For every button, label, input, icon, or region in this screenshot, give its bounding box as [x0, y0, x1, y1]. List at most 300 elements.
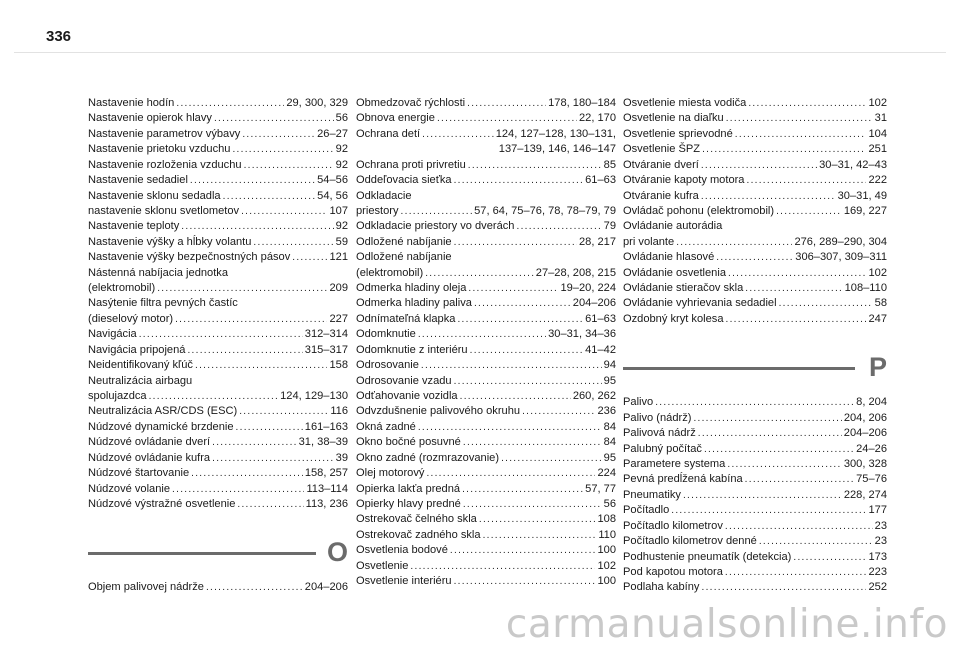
index-entry [623, 127, 887, 142]
index-entry [88, 389, 348, 404]
index-entry [623, 395, 887, 410]
index-page-refs: 92 [335, 158, 348, 171]
dot-leader [244, 158, 334, 173]
index-term: Palivo [623, 396, 654, 409]
index-term: Nastavenie hodín [88, 97, 175, 109]
index-entry [88, 435, 348, 450]
index-entry [356, 158, 616, 173]
index-page-refs: 228, 274 [843, 488, 887, 501]
dot-leader [726, 312, 867, 327]
dot-leader [483, 528, 597, 543]
index-page-refs: 276, 289–290, 304 [794, 235, 887, 248]
index-page-refs: 173 [868, 550, 887, 563]
index-page-refs: 85 [603, 158, 616, 171]
dot-leader [693, 411, 841, 426]
dot-leader [701, 580, 866, 595]
index-term: Palivová nádrž [623, 427, 696, 440]
index-entry [356, 404, 616, 419]
dot-leader [422, 127, 494, 142]
index-page-refs: 222 [868, 174, 887, 187]
index-entry [88, 327, 348, 342]
dot-leader [759, 534, 873, 549]
index-page-refs: 107 [329, 204, 348, 217]
index-page-refs: 204–206 [843, 427, 887, 440]
index-entry [356, 420, 616, 435]
dot-leader [418, 420, 602, 435]
index-entry [356, 343, 616, 358]
index-entry [356, 235, 616, 250]
index-page-refs: 19–20, 224 [560, 282, 616, 295]
index-entry [356, 127, 616, 142]
dot-leader [253, 235, 333, 250]
index-page-refs: 23 [874, 535, 887, 548]
index-entry [623, 312, 887, 327]
dot-leader [292, 250, 327, 265]
dot-leader [237, 497, 303, 512]
section-letter: O [326, 537, 348, 568]
index-entry [88, 111, 348, 126]
index-page-refs: 56 [603, 497, 616, 510]
index-term: Okná zadné [356, 420, 416, 433]
index-term: Núdzové dynamické brzdenie [88, 420, 234, 433]
index-page-refs: 108–110 [844, 282, 887, 295]
index-page-refs: 31, 38–39 [298, 436, 348, 449]
index-term: Osvetlenia bodové [356, 544, 448, 557]
index-page-refs: 102 [868, 97, 887, 109]
dot-leader [728, 266, 866, 281]
index-entry [356, 512, 616, 527]
index-entry [356, 327, 616, 342]
index-entry [88, 173, 348, 188]
index-term: Odvzdušnenie palivového okruhu [356, 405, 521, 418]
index-entry [356, 543, 616, 558]
index-entry [356, 173, 616, 188]
index-term: Obmedzovač rýchlosti [356, 97, 466, 109]
dot-leader [181, 219, 333, 234]
index-entry [623, 457, 887, 472]
index-term: Odmerka hladiny oleja [356, 282, 467, 295]
dot-leader [212, 435, 297, 450]
section-header-o [88, 534, 348, 572]
index-term: (elektromobil) [88, 282, 156, 295]
dot-leader [671, 503, 866, 518]
index-term: Núdzové výstražné osvetlenie [88, 497, 236, 510]
index-term: Palivo (nádrž) [623, 411, 692, 424]
index-page-refs: 61–63 [585, 312, 616, 325]
index-page-refs: 110 [598, 528, 616, 541]
index-entry [623, 173, 887, 188]
index-entry [623, 96, 887, 111]
index-entry [623, 565, 887, 580]
index-page-refs: 30–31, 42–43 [819, 158, 887, 171]
dot-leader [212, 451, 334, 466]
index-term: Parametere systema [623, 458, 726, 471]
dot-leader [746, 173, 866, 188]
index-entry-heading: Odložené nabíjanie [356, 251, 452, 264]
index-page-refs: 58 [874, 297, 887, 310]
dot-leader [748, 96, 866, 111]
index-term: Odrosovanie vzadu [356, 374, 452, 387]
dot-leader [501, 451, 602, 466]
index-term: Ovládanie osvetlenia [623, 266, 726, 279]
index-entry [623, 503, 887, 518]
index-term: Ozdobný kryt kolesa [623, 312, 724, 325]
index-term: Odmerka hladiny paliva [356, 297, 472, 310]
index-entry [88, 482, 348, 497]
index-term: Nastavenie sklonu sedadla [88, 189, 221, 202]
page-number: 336 [46, 28, 72, 45]
dot-leader [479, 512, 596, 527]
index-term: Otváranie dverí [623, 158, 699, 171]
index-term: Nastavenie rozloženia vzduchu [88, 158, 242, 171]
index-page-refs: 169, 227 [843, 204, 887, 217]
index-page-refs: 224 [597, 467, 616, 480]
index-entry [623, 580, 887, 595]
index-entry-heading: Nástenná nabíjacia jednotka [88, 266, 229, 279]
index-entry [88, 204, 348, 219]
dot-leader [522, 404, 595, 419]
dot-leader [735, 127, 867, 142]
index-term: Ostrekovač čelného skla [356, 513, 477, 526]
index-term: Núdzové volanie [88, 482, 171, 495]
dot-leader [454, 574, 596, 589]
dot-leader [214, 111, 334, 126]
index-page-refs: 56 [335, 112, 348, 125]
index-entry [88, 580, 348, 595]
index-page-refs: 59 [335, 235, 348, 248]
index-entry [356, 266, 616, 281]
index-term: Ovládanie hlasové [623, 251, 715, 264]
index-page-refs: 121 [329, 251, 348, 264]
dot-leader [468, 281, 558, 296]
index-page-refs: 24–26 [856, 442, 887, 455]
dot-leader [462, 482, 583, 497]
dot-leader [683, 488, 842, 503]
index-entry-heading: Nasýtenie filtra pevných častíc [88, 297, 238, 310]
index-page-refs: 204–206 [304, 581, 348, 594]
dot-leader [190, 173, 315, 188]
index-entry [88, 497, 348, 512]
index-term: Objem palivovej nádrže [88, 581, 204, 594]
index-entries [88, 580, 348, 595]
index-page-refs: 113–114 [306, 482, 348, 495]
index-page-refs: 137–139, 146, 146–147 [498, 143, 616, 156]
index-term: Nastavenie výšky a hĺbky volantu [88, 235, 252, 248]
index-term: Opierka lakťa predná [356, 482, 461, 495]
index-entries [88, 96, 348, 512]
index-page-refs: 23 [874, 519, 887, 532]
dot-leader [172, 482, 304, 497]
index-term: Odkladacie priestory vo dverách [356, 220, 515, 233]
index-term: Odomknutie [356, 328, 416, 341]
index-page-refs: 57, 64, 75–76, 78, 78–79, 79 [474, 204, 616, 217]
index-entry [88, 358, 348, 373]
index-page-refs: 61–63 [585, 174, 616, 187]
index-term: Obnova energie [356, 112, 435, 125]
index-term: Ovládanie stieračov skla [623, 282, 744, 295]
index-page-refs: 54, 56 [317, 189, 348, 202]
dot-leader [702, 142, 866, 157]
index-page-refs: 95 [603, 451, 616, 464]
dot-leader [454, 173, 584, 188]
index-page-refs: 100 [597, 575, 616, 588]
index-term: Osvetlenie miesta vodiča [623, 97, 747, 109]
dot-leader [191, 466, 303, 481]
dot-leader [776, 204, 842, 219]
index-entry [88, 219, 348, 234]
index-page-refs: 306–307, 309–311 [795, 251, 887, 264]
index-entry [623, 550, 887, 565]
index-entry [623, 204, 887, 219]
index-term: Osvetlenie ŠPZ [623, 143, 701, 156]
dot-leader [704, 442, 854, 457]
dot-leader [223, 189, 316, 204]
index-page-refs: 177 [868, 504, 887, 517]
index-term: Navigácia [88, 328, 137, 341]
dot-leader [463, 435, 602, 450]
dot-leader [418, 327, 546, 342]
index-term: Ochrana detí [356, 127, 421, 140]
index-page-refs: 92 [335, 143, 348, 156]
index-term: Okno zadné (rozmrazovanie) [356, 451, 500, 464]
dot-leader [206, 580, 303, 595]
index-page-refs: 8, 204 [856, 396, 887, 409]
index-term: Nastavenie sedadiel [88, 174, 188, 187]
index-entry [623, 296, 887, 311]
index-column-2 [356, 96, 616, 590]
dot-leader [187, 343, 302, 358]
dot-leader [701, 189, 836, 204]
index-page-refs: 84 [603, 420, 616, 433]
index-entry [88, 451, 348, 466]
index-entry [623, 235, 887, 250]
index-page-refs: 84 [603, 436, 616, 449]
index-entry [356, 389, 616, 404]
index-entry [88, 404, 348, 419]
index-entry [356, 451, 616, 466]
index-page-refs: 108 [597, 513, 616, 526]
section-rule [88, 552, 316, 555]
dot-leader [516, 219, 601, 234]
index-term: Ovládač pohonu (elektromobil) [623, 204, 775, 217]
index-page-refs: 79 [603, 220, 616, 233]
dot-leader [676, 235, 792, 250]
index-page-refs: 315–317 [304, 343, 348, 356]
dot-leader [241, 204, 327, 219]
dot-leader [470, 343, 584, 358]
dot-leader [425, 266, 534, 281]
index-term: pri volante [623, 235, 675, 248]
index-page-refs: 204, 206 [843, 411, 887, 424]
index-column-3 [623, 96, 887, 596]
dot-leader [698, 426, 842, 441]
index-term: Nastavenie výšky bezpečnostných pásov [88, 251, 291, 264]
dot-leader [457, 312, 583, 327]
index-entry [623, 111, 887, 126]
dot-leader [460, 389, 571, 404]
index-page-refs: 75–76 [856, 473, 887, 486]
index-entries [623, 96, 887, 327]
dot-leader [655, 395, 854, 410]
index-term: Podhustenie pneumatík (detekcia) [623, 550, 792, 563]
index-term: priestory [356, 204, 399, 217]
index-page-refs: 29, 300, 329 [286, 97, 348, 109]
dot-leader [139, 327, 303, 342]
index-entry [88, 343, 348, 358]
index-page-refs: 102 [868, 266, 887, 279]
section-letter: P [868, 352, 887, 383]
index-entry [88, 142, 348, 157]
index-term: Pneumatiky [623, 488, 681, 501]
index-page-refs: 95 [603, 374, 616, 387]
index-entry [88, 127, 348, 142]
index-page-refs: 113, 236 [305, 497, 348, 510]
index-entry [356, 204, 616, 219]
index-entries [356, 96, 616, 590]
index-entry [356, 96, 616, 111]
index-page-refs: 27–28, 208, 215 [535, 266, 616, 279]
index-term: Odložené nabíjanie [356, 235, 452, 248]
index-entry [356, 528, 616, 543]
index-term: Nastavenie prietoku vzduchu [88, 143, 231, 156]
dot-leader [745, 472, 854, 487]
index-term: Odrosovanie [356, 359, 419, 372]
index-term: Oddeľovacia sieťka [356, 174, 452, 187]
index-term: Osvetlenie sprievodné [623, 127, 733, 140]
index-entry-continuation [356, 142, 616, 157]
index-entry [623, 534, 887, 549]
index-entry [88, 96, 348, 111]
index-term: Nastavenie teploty [88, 220, 180, 233]
dot-leader [176, 96, 284, 111]
index-page-refs: 236 [597, 405, 616, 418]
index-entry [623, 281, 887, 296]
index-term: Nastavenie opierok hlavy [88, 112, 212, 125]
dot-leader [454, 374, 602, 389]
index-page-refs: 54–56 [317, 174, 348, 187]
index-entry [623, 250, 887, 265]
index-term: Odnímateľná klapka [356, 312, 456, 325]
index-term: Neutralizácia ASR/CDS (ESC) [88, 405, 238, 418]
index-term: Navigácia pripojená [88, 343, 186, 356]
dot-leader [779, 296, 873, 311]
index-entry [356, 296, 616, 311]
index-page-refs: 223 [868, 565, 887, 578]
index-page-refs: 260, 262 [572, 390, 616, 403]
dot-leader [468, 158, 602, 173]
index-page-refs: 94 [603, 359, 616, 372]
index-entry-heading: Neutralizácia airbagu [88, 374, 193, 387]
dot-leader [725, 565, 867, 580]
index-term: Ochrana proti privretiu [356, 158, 466, 171]
index-entry [356, 574, 616, 589]
index-entry [88, 235, 348, 250]
index-entry [356, 466, 616, 481]
index-page-refs: 41–42 [585, 343, 616, 356]
index-term: Podlaha kabíny [623, 581, 700, 594]
dot-leader [467, 96, 546, 111]
index-entry [356, 374, 616, 389]
dot-leader [793, 550, 866, 565]
index-page-refs: 158 [329, 359, 348, 372]
index-term: Osvetlenie [356, 559, 409, 572]
index-page-refs: 124, 127–128, 130–131, [495, 127, 616, 140]
index-page-refs: 116 [330, 405, 348, 418]
section-rule [623, 367, 855, 370]
index-term: Palubný počítač [623, 442, 702, 455]
index-term: (elektromobil) [356, 266, 424, 279]
dot-leader [157, 281, 327, 296]
index-term: Núdzové ovládanie dverí [88, 436, 211, 449]
dot-leader [149, 389, 279, 404]
index-page-refs: 312–314 [304, 328, 348, 341]
index-term: Okno bočné posuvné [356, 436, 461, 449]
index-term: Ostrekovač zadného skla [356, 528, 481, 541]
index-page-refs: 100 [597, 544, 616, 557]
dot-leader [239, 404, 328, 419]
dot-leader [426, 466, 595, 481]
dot-leader [236, 420, 303, 435]
index-page-refs: 204–206 [572, 297, 616, 310]
index-term: Otváranie kapoty motora [623, 174, 745, 187]
dot-leader [454, 235, 577, 250]
index-term: Odomknutie z interiéru [356, 343, 468, 356]
index-term: spolujazdca [88, 390, 147, 403]
dot-leader [727, 457, 841, 472]
index-entry [356, 281, 616, 296]
index-term: Pod kapotou motora [623, 565, 723, 578]
index-entry [623, 142, 887, 157]
index-entry [623, 519, 887, 534]
dot-leader [175, 312, 327, 327]
index-page-refs: 124, 129–130 [280, 390, 348, 403]
index-entry [356, 312, 616, 327]
index-entry [356, 497, 616, 512]
index-page-refs: 247 [868, 312, 887, 325]
index-page-refs: 57, 77 [585, 482, 616, 495]
dot-leader [195, 358, 328, 373]
index-entry [88, 312, 348, 327]
dot-leader [716, 250, 793, 265]
index-term: Pevná predĺžená kabína [623, 473, 743, 486]
index-term: Počítadlo kilometrov [623, 519, 723, 532]
index-page-refs: 22, 170 [578, 112, 616, 125]
dot-leader [232, 142, 333, 157]
index-page-refs: 39 [335, 451, 348, 464]
dot-leader [725, 519, 873, 534]
index-page-refs: 178, 180–184 [548, 97, 616, 109]
index-page-refs: 31 [874, 112, 887, 125]
index-term: Ovládanie vyhrievania sedadiel [623, 297, 777, 310]
dot-leader [421, 358, 602, 373]
index-term: Neidentifikovaný kľúč [88, 359, 193, 372]
dot-leader [726, 111, 873, 126]
index-entry-heading: Ovládanie autorádia [623, 220, 723, 233]
section-header-p [623, 349, 887, 387]
index-term: Núdzové ovládanie kufra [88, 451, 211, 464]
index-page-refs: 104 [868, 127, 887, 140]
index-entry [88, 158, 348, 173]
index-term: Olej motorový [356, 467, 425, 480]
watermark: carmanualsonline.info [505, 602, 948, 647]
dot-leader [242, 127, 315, 142]
index-entry [623, 266, 887, 281]
index-entry [623, 189, 887, 204]
dot-leader [474, 296, 571, 311]
index-entry [623, 411, 887, 426]
index-entry [356, 358, 616, 373]
index-entry [356, 559, 616, 574]
